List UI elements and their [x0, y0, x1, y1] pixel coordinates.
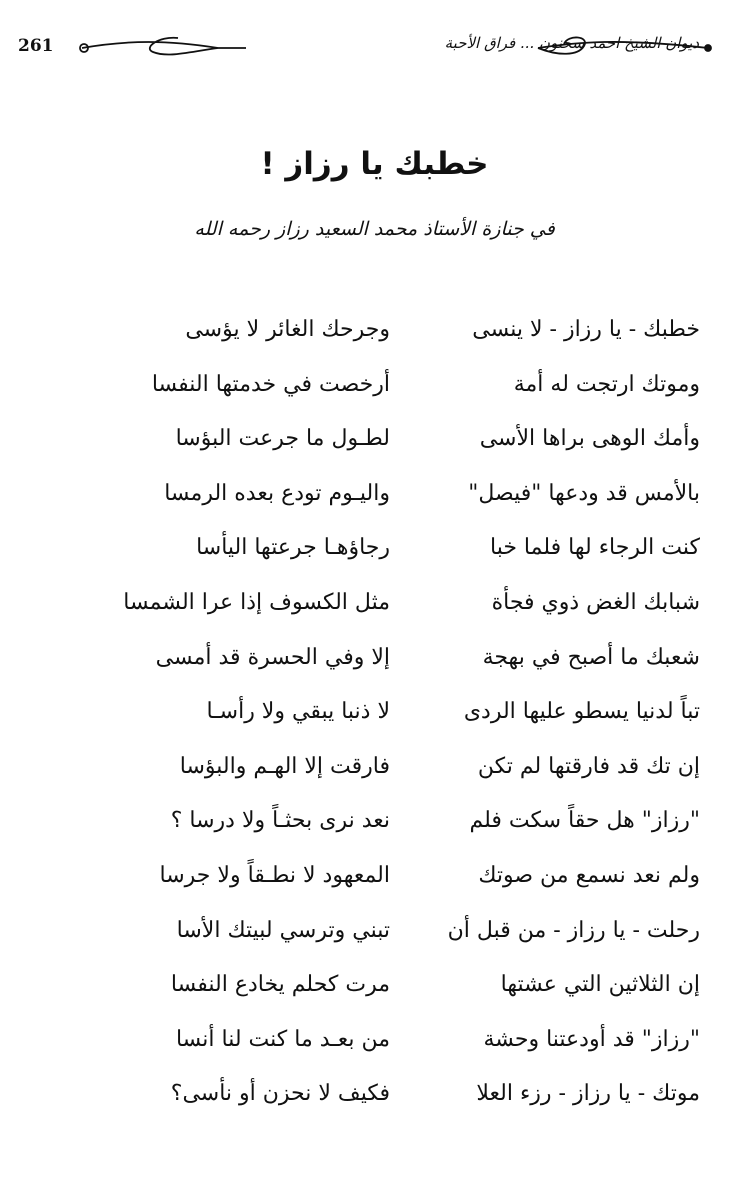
verse-first-hemistich: شبابك الغض ذوي فجأة — [491, 589, 700, 615]
verse-first-hemistich: ولم نعد نسمع من صوتك — [478, 862, 700, 888]
verse-second-hemistich: لا ذنبا يبقي ولا رأسـا — [206, 699, 390, 725]
verse-first-hemistich: "رزاز" قد أودعتنا وحشة — [483, 1026, 700, 1052]
verse-first-hemistich: إن الثلاثين التي عشتها — [500, 972, 700, 998]
verse — [100, 965, 700, 1020]
verse — [100, 365, 700, 420]
verse-second-hemistich: مثل الكسوف إذا عرا الشمسا — [123, 589, 390, 615]
verse-second-hemistich: نعد نرى بحثـاً ولا درسا ؟ — [170, 808, 390, 834]
verse-second-hemistich: فكيف لا نحزن أو نأسى؟ — [170, 1081, 390, 1107]
verse — [100, 856, 700, 911]
page-header — [18, 22, 729, 74]
verse-first-hemistich: تباً لدنيا يسطو عليها الردى — [463, 699, 700, 725]
verse — [100, 528, 700, 583]
verse-second-hemistich: إلا وفي الحسرة قد أمسى — [155, 644, 390, 670]
verse — [100, 310, 700, 365]
verse-second-hemistich: المعهود لا نطـقاً ولا جرسا — [159, 862, 390, 888]
verse-first-hemistich: وأمك الوهى براها الأسى — [479, 426, 700, 452]
page-number: 261 — [18, 36, 54, 56]
verse-first-hemistich: رحلت - يا رزاز - من قبل أن — [447, 917, 700, 943]
verse — [100, 638, 700, 693]
verse-second-hemistich: من بعـد ما كنت لنا أنسا — [175, 1026, 390, 1052]
verse-first-hemistich: وموتك ارتجت له أمة — [513, 371, 700, 397]
poem-subtitle: في جنازة الأستاذ محمد السعيد رزاز رحمه الله — [194, 218, 555, 240]
verse-first-hemistich: موتك - يا رزاز - رزء العلا — [476, 1081, 700, 1107]
verse — [100, 419, 700, 474]
verse-first-hemistich: "رزاز" هل حقاً سكت فلم — [469, 808, 700, 834]
verse-second-hemistich: واليـوم تودع بعده الرمسا — [164, 480, 390, 506]
verse — [100, 911, 700, 966]
verse-first-hemistich: كنت الرجاء لها فلما خبا — [490, 535, 700, 561]
verse-first-hemistich: إن تك قد فارقتها لم تكن — [477, 753, 700, 779]
verse — [100, 801, 700, 856]
verse — [100, 583, 700, 638]
verse-second-hemistich: لطـول ما جرعت البؤسا — [175, 426, 390, 452]
verse-first-hemistich: خطبك - يا رزاز - لا ينسى — [472, 317, 700, 342]
verse — [100, 692, 700, 747]
verse-second-hemistich: تبني وترسي لبيتك الأسا — [176, 917, 390, 943]
verse — [100, 1020, 700, 1075]
verse-first-hemistich: شعبك ما أصبح في بهجة — [482, 644, 700, 670]
verse-first-hemistich: بالأمس قد ودعها "فيصل" — [468, 480, 700, 506]
poem-title: خطبك يا رزاز ! — [260, 146, 489, 182]
verse-second-hemistich: رجاؤهـا جرعتها اليأسا — [196, 535, 390, 561]
verse-second-hemistich: وجرحك الغائر لا يؤسى — [185, 317, 390, 342]
poem-body — [100, 310, 700, 1129]
verse — [100, 474, 700, 529]
verse-second-hemistich: فارقت إلا الهـم والبؤسا — [179, 753, 390, 779]
verse-second-hemistich: أرخصت في خدمتها النفسا — [151, 371, 390, 397]
running-head: ديوان الشيخ احمد سحنون ... فراق الأحبة — [444, 34, 699, 52]
verse — [100, 747, 700, 802]
verse-second-hemistich: مرت كحلم يخادع النفسا — [170, 972, 390, 998]
verse — [100, 1074, 700, 1129]
